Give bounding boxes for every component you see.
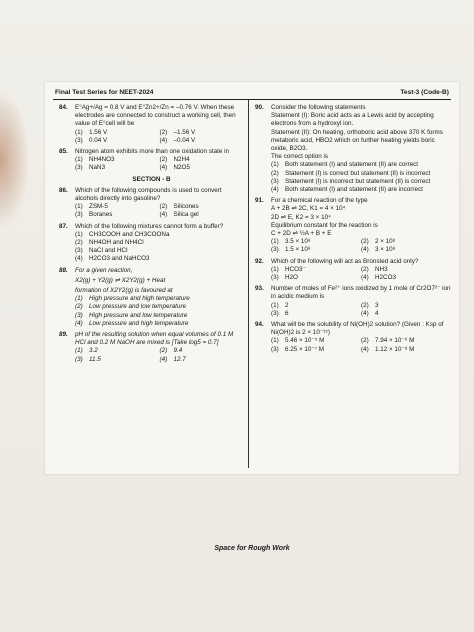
question-86: 86. Which of the following compounds is used to convert alcohols directly into gasoline? (1) ZSM-5 (2) Silicones (3) Boranes (4) Silica gel bbox=[59, 186, 222, 219]
footer-rough-work: Space for Rough Work bbox=[214, 545, 290, 552]
finger-shadow bbox=[0, 90, 30, 230]
test-code: Test-3 (Code-B) bbox=[400, 89, 449, 96]
left-column bbox=[59, 104, 244, 367]
question-84: 84. E°Ag+/Ag = 0.8 V and E°Zn2+/Zn = –0.76 V. When these electrodes are connected to construct a working cell, then value of E°cell will be (1) 1.56 V (2) –1.56 V (3) 0.04 V (4) –0.04 V bbox=[59, 104, 236, 144]
header-rule bbox=[53, 99, 451, 100]
question-93: 93. Number of moles of Fe²⁺ ions oxidized by 1 mole of Cr2O7²⁻ ion in acidic medium is (1) 2 (2) 3 (3) 6 (4) 4 bbox=[255, 285, 451, 317]
question-91: 91. For a chemical reaction of the type A + 2B ⇌ 2C, K1 = 4 × 10⁴ 2D ⇌ E, K2 = 3 × 10⁴ Equilibrium constant for the reaction is C + 2D ⇌ ½A + B + E (1) 3.5 × 10⁸ (2) 2 × 10⁸ (3) 1.5 × 10⁸ (4) 3 × 10⁸ bbox=[255, 197, 396, 254]
question-90: 90. Consider the following statements Statement (I): Boric acid acts as a Lewis acid by accepting electrons from a hydroxyl ion. Statement (II): On heating, orthoboric acid above 370 K forms metaboric acid, HBO2 which on further heating yields boric oxide, B2O3. The correct option is (1) Both statement (I) and statement (II) are correct (2) Statement (I) is correct but statement (II) is incorrect (3) Statement (I) is incorrect but statement (II) is correct (4) Both statement (I) and statement (II) are incorrect bbox=[255, 104, 443, 194]
series-title: Final Test Series for NEET-2024 bbox=[55, 89, 154, 96]
section-b-heading: SECTION - B bbox=[132, 175, 171, 183]
right-column bbox=[255, 104, 451, 357]
question-89: 89. pH of the resulting solution when equal volumes of 0.1 M HCl and 0.2 M NaOH are mixed is [Take log5 = 0.7] (1) 3.2 (2) 9.4 (3) 11.5 (4) 12.7 bbox=[59, 331, 234, 363]
question-85: 85. Nitrogen atom exhibits more than one oxidation state in (1) NH4NO3 (2) N2H4 (3) NaN3 (4) N2O5 bbox=[59, 148, 230, 172]
question-94: 94. What will be the solubility of Ni(OH)2 solution? (Given : Ksp of Ni(OH)2 is 2 × 10⁻¹⁵) (1) 5.46 × 10⁻⁵ M (2) 7.94 × 10⁻⁶ M (3) 6.25 × 10⁻⁷ M (4) 1.12 × 10⁻⁸ M bbox=[255, 321, 444, 353]
exam-page bbox=[45, 82, 459, 552]
question-87: 87. Which of the following mixtures cannot form a buffer? (1) CH3COOH and CH3COONa (2) NH4OH and NH4Cl (3) NaCl and HCl (4) H2CO3 and NaHCO3 bbox=[59, 222, 224, 263]
question-88: 88. For a given reaction, X2(g) + Y2(g) ⇌ X2Y2(g) + Heat formation of X2Y2(g) is favoured at (1) High pressure and high temperature (2) Low pressure and low temperature (3) High pressure and low temperature (4) Low pressure and high temperature bbox=[59, 266, 190, 327]
column-divider bbox=[248, 100, 249, 468]
question-92: 92. Which of the following will act as Bronsted acid only? (1) HCO3⁻ (2) NH3 (3) H2O (4) H2CO3 bbox=[255, 257, 419, 282]
